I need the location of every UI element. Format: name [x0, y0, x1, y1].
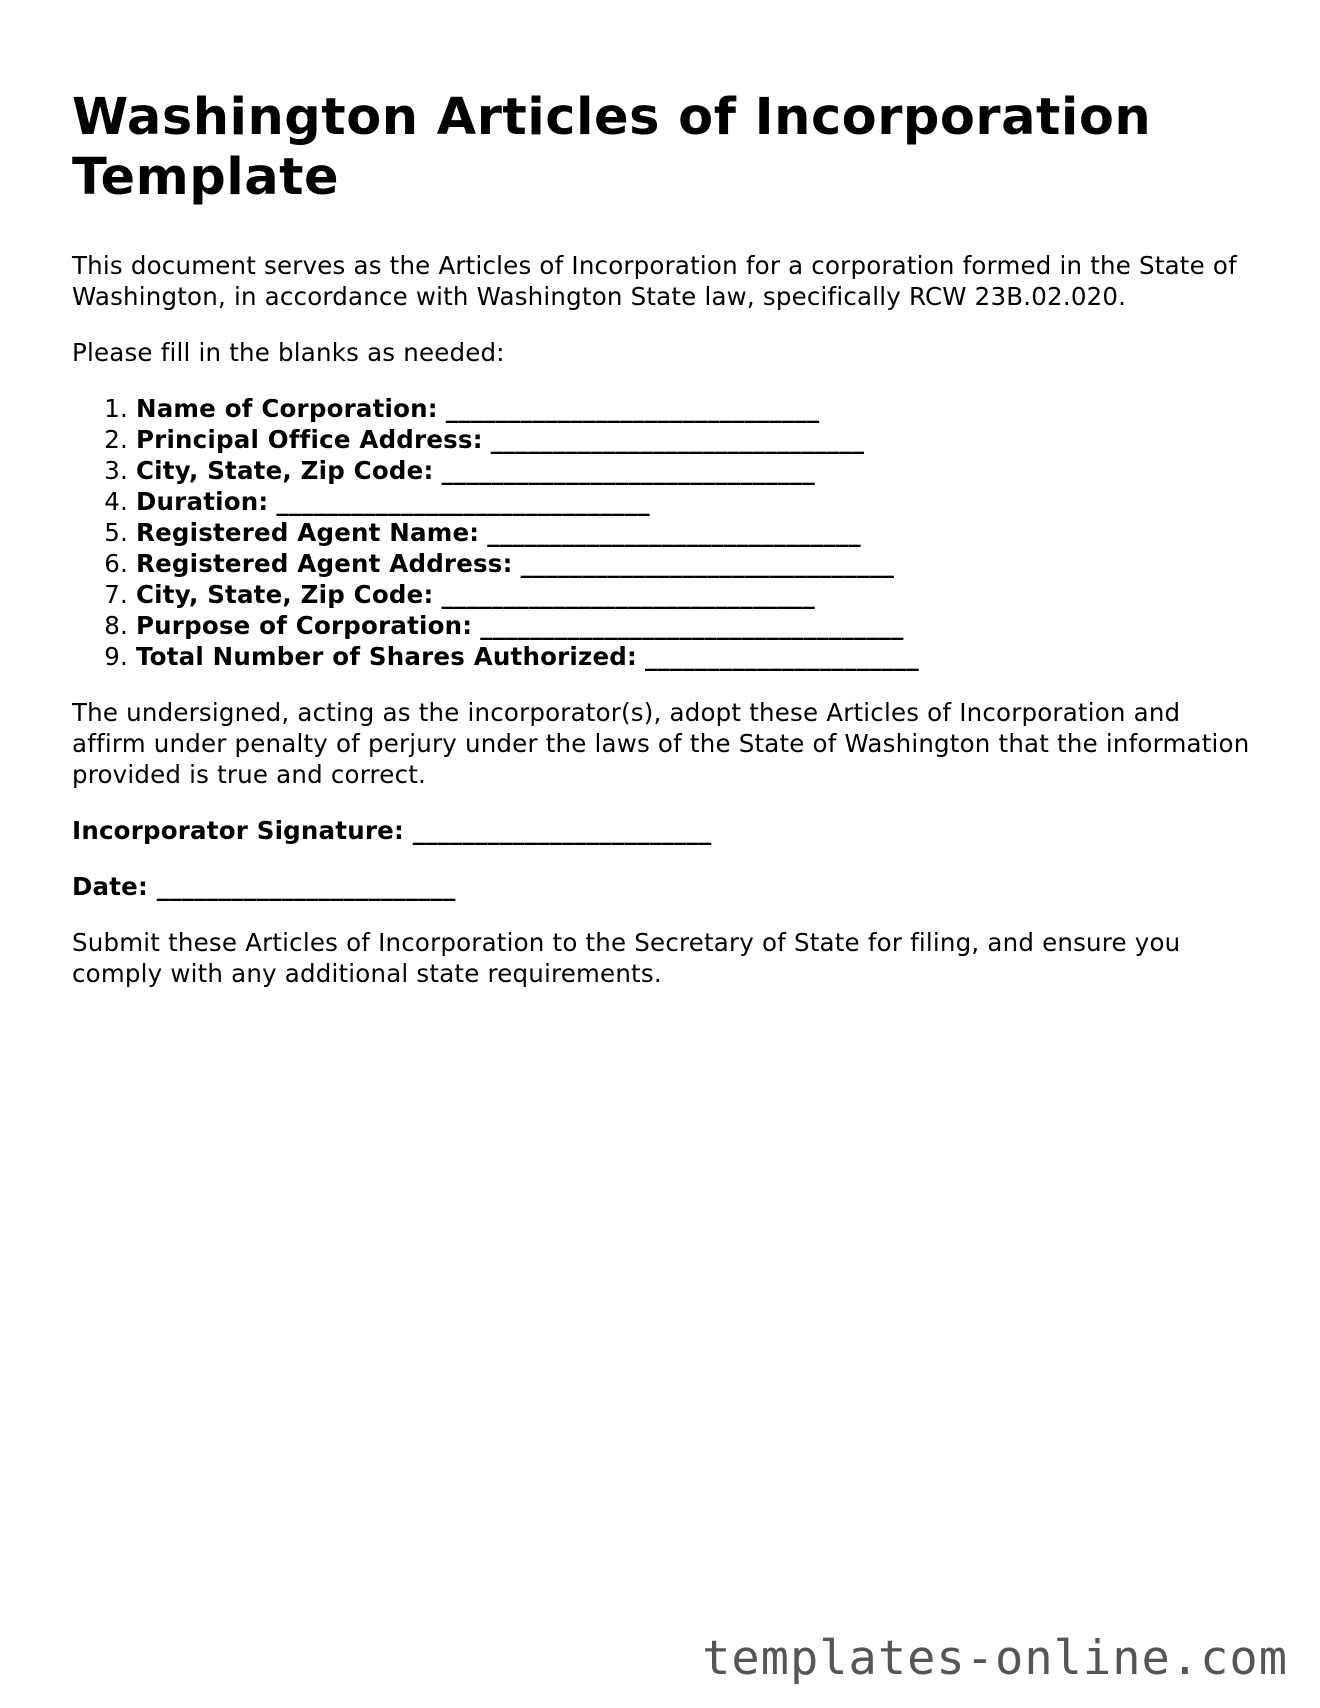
field-label: Registered Agent Address: — [136, 549, 513, 578]
date-line — [72, 871, 1252, 902]
document-page — [72, 88, 1252, 989]
field-blank: ______________________ — [645, 642, 919, 671]
instructions-text: Please fill in the blanks as needed: — [72, 338, 505, 367]
list-item — [136, 641, 1252, 672]
list-item — [136, 548, 1252, 579]
field-blank: ______________________________ — [520, 549, 895, 578]
field-label: City, State, Zip Code: — [136, 580, 434, 609]
date-blank: ________________________ — [156, 872, 456, 901]
field-label: Registered Agent Name: — [136, 518, 480, 547]
field-label: Principal Office Address: — [136, 425, 483, 454]
list-item — [136, 610, 1252, 641]
field-blank: ______________________________ — [490, 425, 865, 454]
list-item — [136, 393, 1252, 424]
watermark: templates-online.com — [702, 1631, 1288, 1686]
field-blank: ______________________________ — [445, 394, 820, 423]
signature-blank: ________________________ — [412, 816, 712, 845]
list-item — [136, 486, 1252, 517]
attestation-paragraph: The undersigned, acting as the incorporator(s), adopt these Articles of Incorporation and affirm under penalty of perjury under the laws of the State of Washington that the information provided is true and correct. — [72, 698, 1250, 789]
list-item — [136, 424, 1252, 455]
field-label: City, State, Zip Code: — [136, 456, 434, 485]
field-blank: ______________________________ — [276, 487, 650, 516]
fields-list — [72, 393, 1252, 672]
field-blank: ______________________________ — [441, 456, 815, 485]
field-blank: ______________________________ — [441, 580, 815, 609]
signature-label: Incorporator Signature: — [72, 816, 404, 845]
list-item — [136, 517, 1252, 548]
field-label: Total Number of Shares Authorized: — [136, 642, 638, 671]
intro-paragraph: This document serves as the Articles of Incorporation for a corporation formed in the State of Washington, in accordance with Washington State law, specifically RCW 23B.02.020. — [72, 251, 1237, 311]
date-label: Date: — [72, 872, 148, 901]
list-item — [136, 455, 1252, 486]
document-title: Washington Articles of Incorporation Template — [72, 88, 1152, 207]
field-blank: __________________________________ — [480, 611, 904, 640]
field-label: Name of Corporation: — [136, 394, 438, 423]
field-label: Purpose of Corporation: — [136, 611, 473, 640]
list-item — [136, 579, 1252, 610]
closing-paragraph: Submit these Articles of Incorporation to the Secretary of State for filing, and ensure you comply with any additional state requirements. — [72, 928, 1181, 988]
signature-line — [72, 815, 1252, 846]
field-label: Duration: — [136, 487, 269, 516]
field-blank: ______________________________ — [487, 518, 861, 547]
